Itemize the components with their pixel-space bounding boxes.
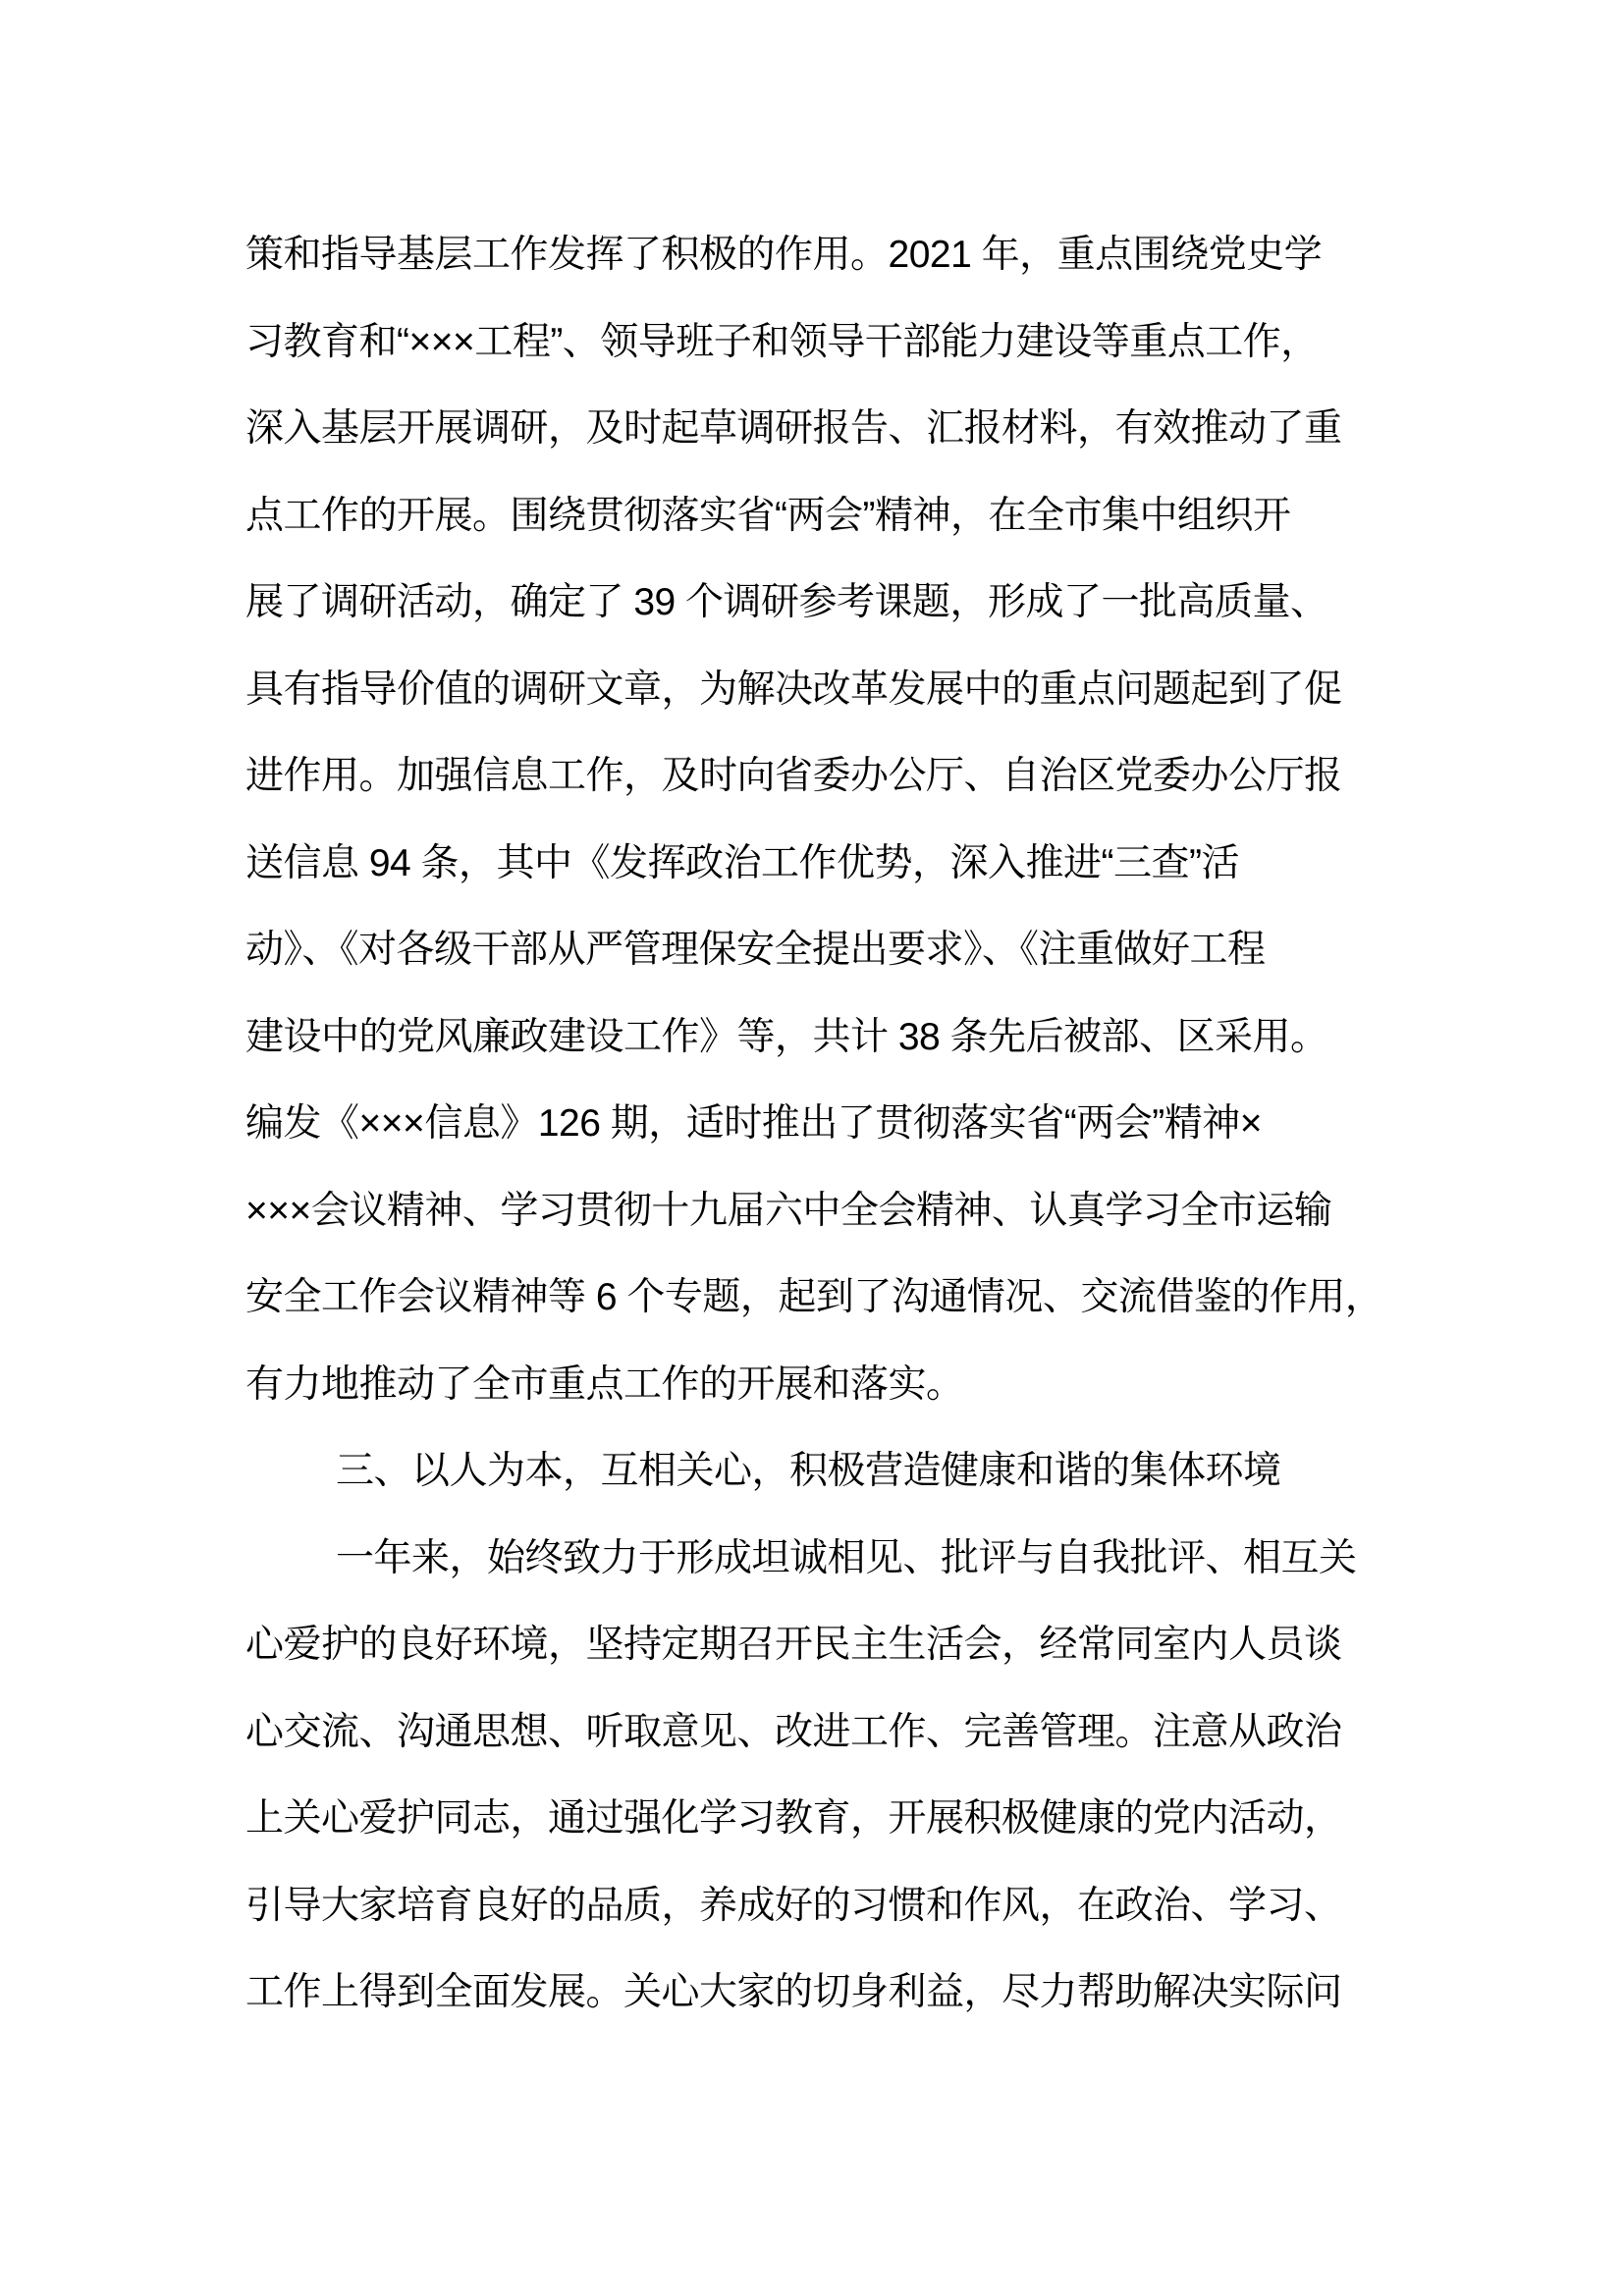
- text-line: 引导大家培育良好的品质，养成好的习惯和作风，在政治、学习、: [245, 1884, 1342, 1927]
- text-line: 点工作的开展。围绕贯彻落实省“两会”精神，在全市集中组织开: [245, 494, 1291, 537]
- text-line: 心爱护的良好环境，坚持定期召开民主生活会，经常同室内人员谈: [245, 1624, 1342, 1666]
- text-line: ×××会议精神、学习贯彻十九届六中全会精神、认真学习全市运输: [245, 1189, 1332, 1232]
- text-line: 送信息 94 条，其中《发挥政治工作优势，深入推进“三查”活: [245, 841, 1240, 884]
- text-line: 安全工作会议精神等 6 个专题，起到了沟通情况、交流借鉴的作用，: [245, 1276, 1383, 1318]
- text-line: 工作上得到全面发展。关心大家的切身利益，尽力帮助解决实际问: [245, 1971, 1342, 2013]
- text-line: 一年来，始终致力于形成坦诚相见、批评与自我批评、相互关: [336, 1536, 1357, 1579]
- text-line: 展了调研活动，确定了 39 个调研参考课题，形成了一批高质量、: [245, 581, 1328, 623]
- text-line: 深入基层开展调研，及时起草调研报告、汇报材料，有效推动了重: [245, 407, 1342, 450]
- text-line: 心交流、沟通思想、听取意见、改进工作、完善管理。注意从政治: [245, 1710, 1342, 1753]
- text-line: 建设中的党风廉政建设工作》等，共计 38 条先后被部、区采用。: [245, 1015, 1328, 1058]
- text-line: 进作用。加强信息工作，及时向省委办公厅、自治区党委办公厅报: [245, 755, 1342, 797]
- text-line: 编发《×××信息》126 期，适时推出了贯彻落实省“两会”精神×: [245, 1102, 1262, 1145]
- text-line: 习教育和“×××工程”、领导班子和领导干部能力建设等重点工作，: [245, 320, 1319, 363]
- text-line: 策和指导基层工作发挥了积极的作用。2021 年，重点围绕党史学: [245, 234, 1323, 276]
- section-heading: 三、以人为本，互相关心，积极营造健康和谐的集体环境: [336, 1450, 1281, 1492]
- text-line: 上关心爱护同志，通过强化学习教育，开展积极健康的党内活动，: [245, 1797, 1342, 1840]
- text-line: 动》、《对各级干部从严管理保安全提出要求》、《注重做好工程: [245, 929, 1266, 971]
- text-line: 有力地推动了全市重点工作的开展和落实。: [245, 1362, 964, 1406]
- text-line: 具有指导价值的调研文章，为解决改革发展中的重点问题起到了促: [245, 667, 1342, 711]
- text-block: [245, 212, 1424, 2037]
